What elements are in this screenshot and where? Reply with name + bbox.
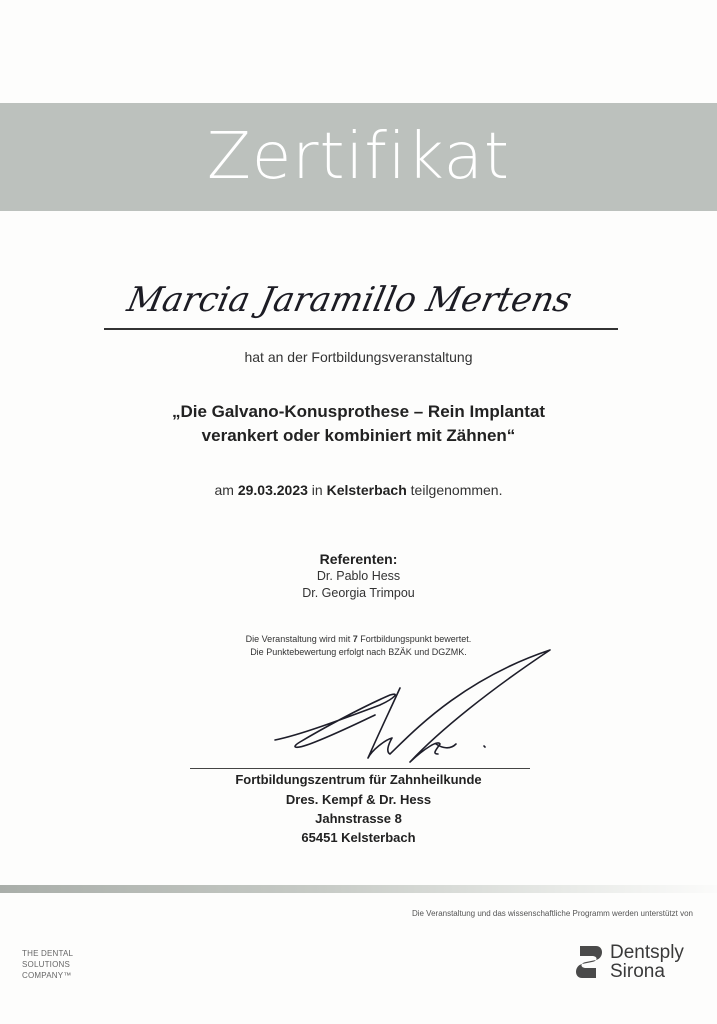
organizer-partners: Dres. Kempf & Dr. Hess: [285, 792, 432, 807]
referenten-heading: Referenten:: [319, 551, 398, 567]
organizer-city: 65451 Kelsterbach: [301, 830, 416, 845]
company-tagline: [22, 948, 73, 981]
course-title-line-2: verankert oder kombiniert mit Zähnen“: [201, 426, 516, 445]
brand-line: Sirona: [610, 961, 665, 982]
course-title-line-1: „Die Galvano-Konusprothese – Rein Implantat: [171, 402, 546, 421]
points-value: 7: [352, 634, 358, 644]
brand-line: Dentsply: [610, 942, 684, 963]
signature-line: [190, 768, 530, 769]
brand-wordmark: [610, 943, 684, 981]
points-note-prefix: Die Veranstaltung wird mit: [245, 634, 353, 644]
event-city: Kelsterbach: [326, 482, 407, 498]
tagline-line: COMPANY™: [22, 971, 72, 980]
intro-text: hat an der Fortbildungsveranstaltung: [244, 349, 473, 365]
tagline-line: THE DENTAL: [22, 949, 74, 958]
date-prefix: am: [214, 482, 238, 498]
dentsply-sirona-logo-icon: [574, 944, 606, 980]
footer-gradient-bar: [0, 885, 717, 893]
event-date: 29.03.2023: [237, 482, 308, 498]
date-location-line: [0, 482, 717, 498]
organizer-name: Fortbildungszentrum für Zahnheilkunde: [235, 772, 482, 787]
name-underline: [104, 328, 618, 330]
points-standard-note: Die Punktebewertung erfolgt nach BZÄK und DGZMK.: [250, 647, 467, 657]
handwritten-signature: [260, 640, 560, 770]
referent-name: Dr. Pablo Hess: [316, 569, 401, 583]
points-note-suffix: Fortbildungspunkt bewertet.: [357, 634, 472, 644]
sponsor-note: Die Veranstaltung und das wissenschaftliche Programm werden unterstützt von: [411, 909, 693, 918]
participant-name-signature: Marcia Jaramillo Mertens: [123, 280, 576, 320]
certificate-title: Zertifikat: [207, 120, 510, 194]
date-mid: in: [307, 482, 327, 498]
referent-name: Dr. Georgia Trimpou: [302, 586, 415, 600]
tagline-line: SOLUTIONS: [22, 960, 71, 969]
date-suffix: teilgenommen.: [406, 482, 503, 498]
course-title: [0, 400, 717, 448]
organizer-street: Jahnstrasse 8: [315, 811, 402, 826]
